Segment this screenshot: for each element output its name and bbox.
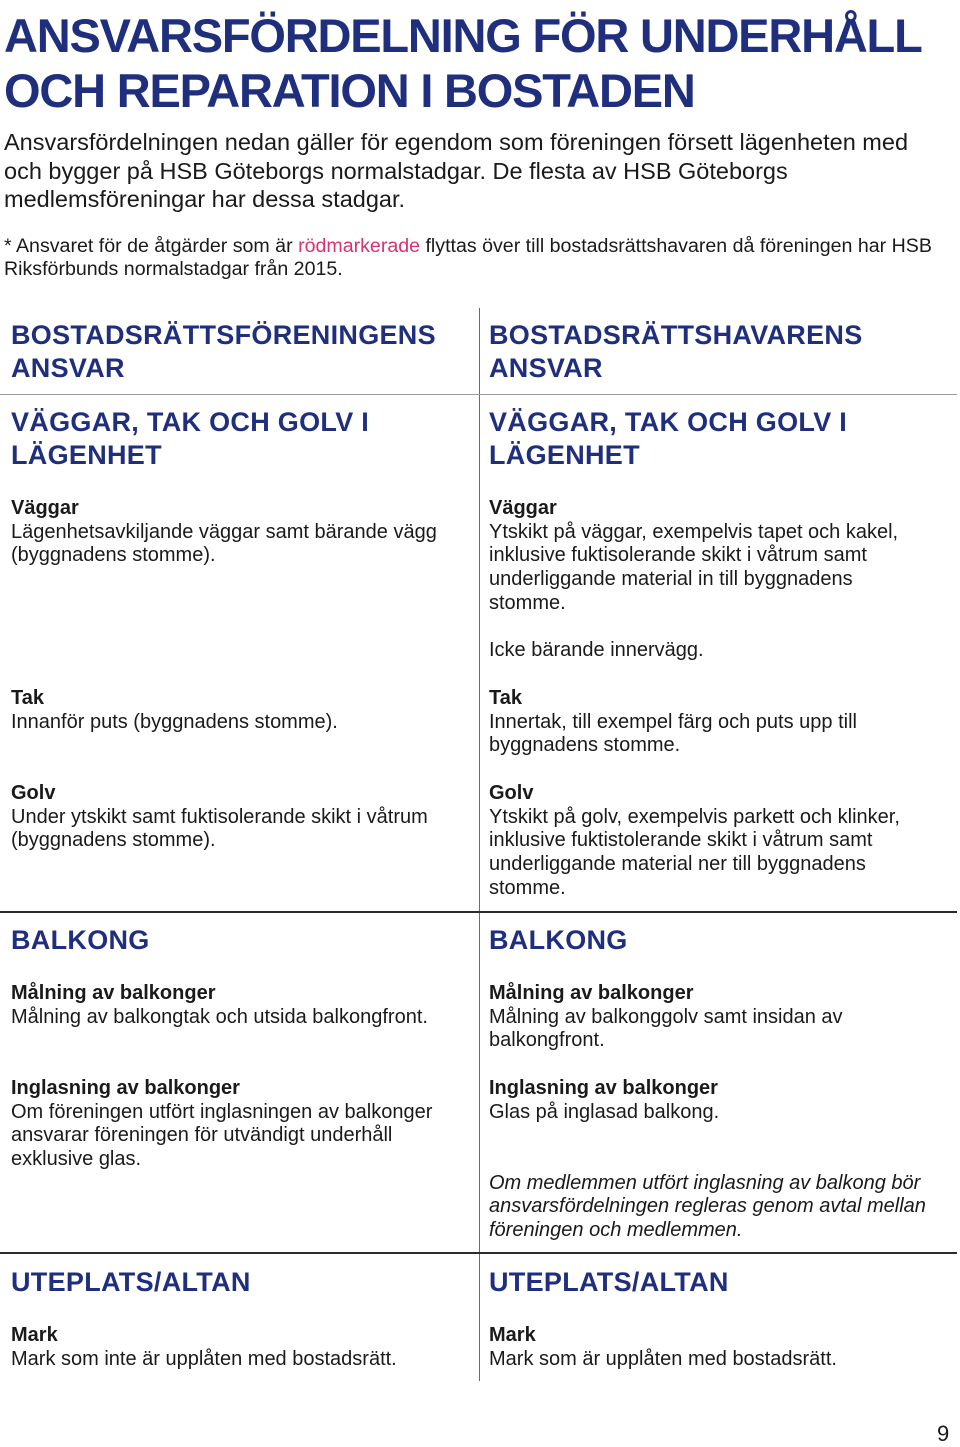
- glazing-text-right: Glas på inglasad balkong.: [489, 1100, 720, 1123]
- intro-paragraph: Ansvarsfördelningen nedan gäller för egendom som föreningen försett lägenheten med och bygger på HSB Göteborgs normalstadgar. De flesta av HSB Göteborgs medlemsföreningar har dessa stadgar.: [4, 129, 909, 212]
- ground-text-left: Mark som inte är upplåten med bostadsrätt.: [11, 1347, 397, 1370]
- column-divider: [479, 308, 480, 1381]
- section-heading-balcony-right: BALKONG: [489, 925, 628, 955]
- walls-text-right: Ytskikt på väggar, exempelvis tapet och kakel, inklusive fuktisolerande skikt i våtrum samt underliggande material in till byggnadens stomme.: [489, 520, 899, 614]
- ceiling-text-left: Innanför puts (byggnadens stomme).: [11, 710, 338, 733]
- ground-left-cell: [11, 1324, 456, 1371]
- ceiling-label-right: Tak: [489, 687, 522, 709]
- left-balcony-heading-cell: [11, 924, 456, 957]
- glazing-right-cell: [489, 1077, 934, 1243]
- glazing-text-left: Om föreningen utfört inglasningen av balkonger ansvarar föreningen för utvändigt underhåll exklusive glas.: [11, 1100, 433, 1171]
- floor-right-cell: [489, 782, 934, 901]
- right-balcony-heading-cell: [489, 924, 934, 957]
- left-section-heading-cell: [11, 406, 456, 472]
- ground-right-cell: [489, 1324, 934, 1371]
- section-heading-balcony-left: BALKONG: [11, 925, 150, 955]
- right-section-heading-cell: [489, 406, 934, 472]
- ceiling-text-right: Innertak, till exempel färg och puts upp till byggnadens stomme.: [489, 710, 857, 757]
- ceiling-left-cell: [11, 687, 456, 734]
- painting-text-left: Målning av balkongtak och utsida balkongfront.: [11, 1005, 428, 1028]
- glazing-note-right: Om medlemmen utfört inglasning av balkong bör ansvarsfördelningen regleras genom avtal mellan föreningen och medlemmen.: [489, 1171, 926, 1242]
- section-heading-apartment-left: VÄGGAR, TAK OCH GOLV I LÄGENHET: [11, 407, 370, 470]
- painting-left-cell: [11, 982, 456, 1029]
- header-rule: [0, 394, 957, 395]
- glazing-label-left: Inglasning av balkonger: [11, 1077, 240, 1099]
- owner-responsibility-heading: BOSTADSRÄTTSHAVARENS ANSVAR: [489, 320, 863, 383]
- ground-label-left: Mark: [11, 1324, 58, 1346]
- walls-label-right: Väggar: [489, 497, 557, 519]
- glazing-left-cell: [11, 1077, 456, 1172]
- painting-label-left: Målning av balkonger: [11, 982, 216, 1004]
- right-patio-heading-cell: [489, 1266, 934, 1299]
- painting-text-right: Målning av balkonggolv samt insidan av balkongfront.: [489, 1005, 843, 1052]
- footnote-highlight: rödmarkerade: [298, 235, 421, 257]
- section-rule-patio: [0, 1252, 957, 1254]
- section-rule-balcony: [0, 911, 957, 913]
- walls-label-left: Väggar: [11, 497, 79, 519]
- footnote-prefix: * Ansvaret för de åtgärder som är: [4, 235, 299, 257]
- glazing-label-right: Inglasning av balkonger: [489, 1077, 718, 1099]
- floor-text-left: Under ytskikt samt fuktisolerande skikt i våtrum (byggnadens stomme).: [11, 805, 428, 852]
- floor-label-right: Golv: [489, 782, 534, 804]
- painting-right-cell: [489, 982, 934, 1053]
- section-heading-patio-right: UTEPLATS/ALTAN: [489, 1267, 729, 1297]
- footnote-suffix: flyttas över till bostadsrättshavaren då föreningen har HSB Riksförbunds normalstadgar från 2015.: [4, 235, 932, 280]
- section-heading-patio-left: UTEPLATS/ALTAN: [11, 1267, 251, 1297]
- section-heading-apartment-right: VÄGGAR, TAK OCH GOLV I LÄGENHET: [489, 407, 848, 470]
- painting-label-right: Målning av balkonger: [489, 982, 694, 1004]
- page-number: 9: [937, 1421, 950, 1446]
- page-title: ANSVARSFÖRDELNING FÖR UNDERHÅLL OCH REPARATION I BOSTADEN: [4, 9, 921, 117]
- ceiling-right-cell: [489, 687, 934, 758]
- ground-text-right: Mark som är upplåten med bostadsrätt.: [489, 1347, 837, 1370]
- left-patio-heading-cell: [11, 1266, 456, 1299]
- walls-text-left: Lägenhetsavkiljande väggar samt bärande vägg (byggnadens stomme).: [11, 520, 437, 567]
- left-column-header: [11, 319, 456, 385]
- walls-extra-right: Icke bärande innervägg.: [489, 639, 704, 662]
- floor-left-cell: [11, 782, 456, 853]
- walls-left-cell: [11, 497, 456, 568]
- association-responsibility-heading: BOSTADSRÄTTSFÖRENINGENS ANSVAR: [11, 320, 436, 383]
- right-column-header: [489, 319, 934, 385]
- floor-text-right: Ytskikt på golv, exempelvis parkett och klinker, inklusive fuktistolerande skikt i våtrum samt underliggande material ner till byggnadens stomme.: [489, 805, 900, 899]
- walls-right-cell: [489, 497, 934, 663]
- ground-label-right: Mark: [489, 1324, 536, 1346]
- ceiling-label-left: Tak: [11, 687, 44, 709]
- floor-label-left: Golv: [11, 782, 56, 804]
